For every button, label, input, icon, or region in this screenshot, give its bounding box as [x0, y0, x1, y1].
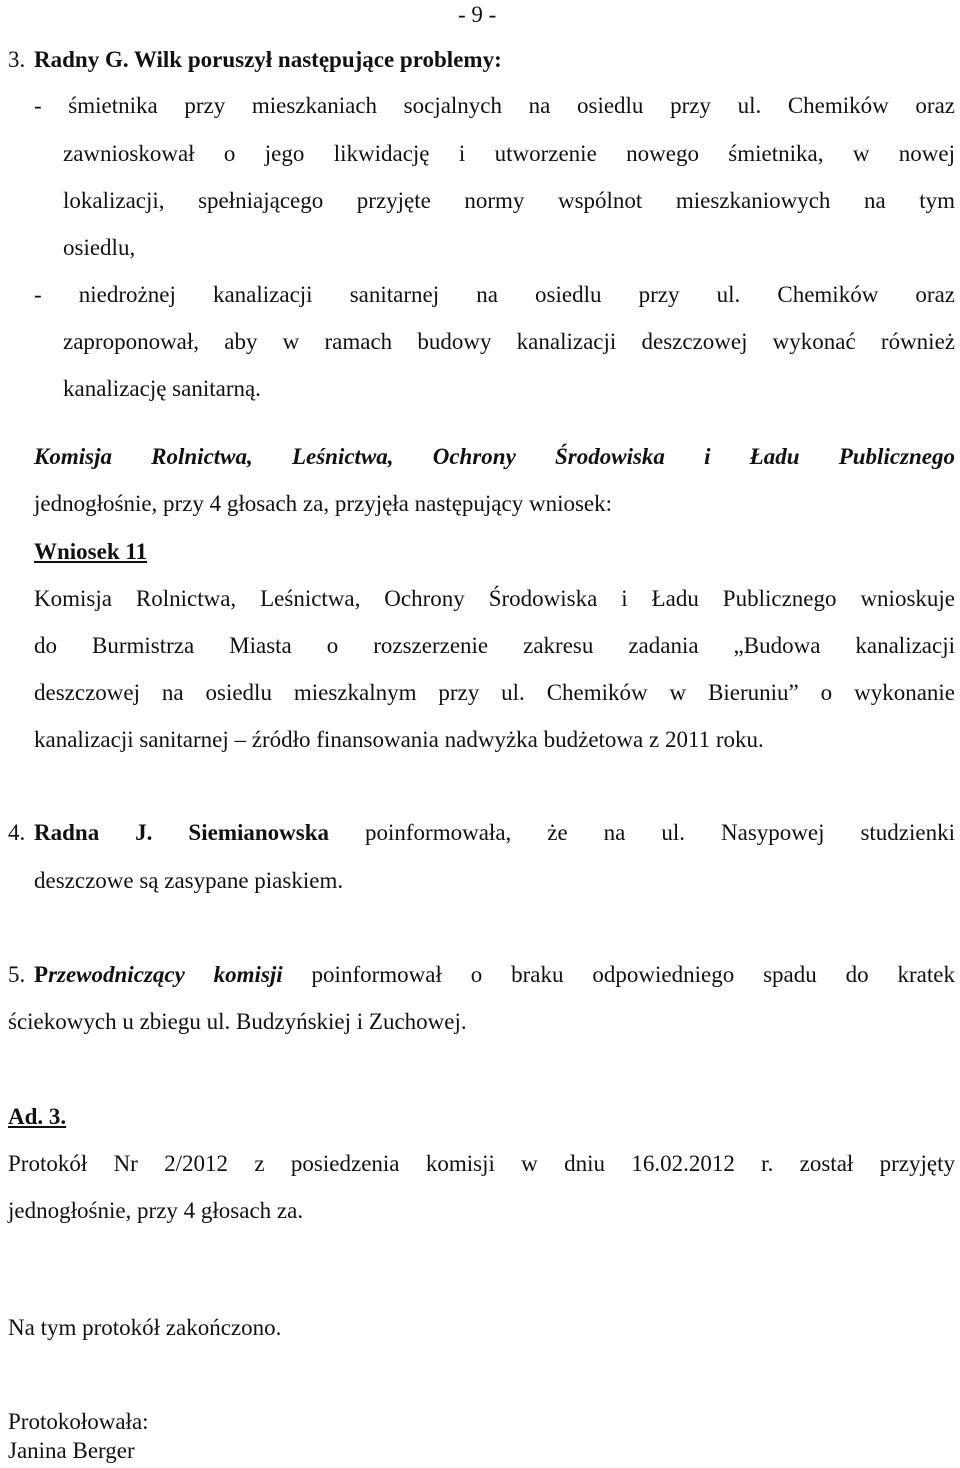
motion-line-4: kanalizacji sanitarnej – źródło finansowania nadwyżka budżetowa z 2011 roku. — [34, 727, 764, 752]
motion-line-3: deszczowej na osiedlu mieszkalnym przy ul. Chemików w Bieruniu” o wykonanie — [34, 680, 955, 705]
closing-statement: Na tym protokół zakończono. — [8, 1315, 282, 1340]
item-5-line-1 — [34, 960, 955, 990]
item-4-speaker: Radna J. Siemianowska — [34, 820, 330, 845]
item-3-bullet-2-line-2: zaproponował, aby w ramach budowy kanalizacji deszczowej wykonać również — [63, 329, 955, 354]
item-4-number: 4. — [8, 820, 26, 845]
item-5-text: poinformował o braku odpowiedniego spadu do kratek — [282, 962, 955, 987]
commission-decision-line-2: jednogłośnie, przy 4 głosach za, przyjęła następujący wniosek: — [34, 491, 613, 516]
item-3-bullet-1-line-3: lokalizacji, spełniającego przyjęte normy wspólnot mieszkaniowych na tym — [63, 188, 955, 213]
item-3-bullet-1-line-1: - śmietnika przy mieszkaniach socjalnych na osiedlu przy ul. Chemików oraz — [34, 93, 955, 118]
motion-line-1: Komisja Rolnictwa, Leśnictwa, Ochrony Środowiska i Ładu Publicznego wnioskuje — [34, 586, 955, 611]
ad3-line-2: jednogłośnie, przy 4 głosach za. — [8, 1198, 304, 1223]
signature-name: Janina Berger — [8, 1438, 135, 1463]
item-5-speaker: rzewodniczący komisji — [48, 962, 283, 987]
motion-title: Wniosek 11 — [34, 539, 148, 564]
commission-decision-line-1: Komisja Rolnictwa, Leśnictwa, Ochrony Środowiska i Ładu Publicznego — [34, 444, 955, 469]
item-3-heading: Radny G. Wilk poruszył następujące problemy: — [34, 47, 502, 72]
item-3-number: 3. — [8, 47, 26, 72]
item-4-line-2: deszczowe są zasypane piaskiem. — [34, 868, 344, 893]
page-number: - 9 - — [458, 2, 497, 27]
ad3-title: Ad. 3. — [8, 1104, 67, 1129]
item-3-bullet-2-line-3: kanalizację sanitarną. — [63, 376, 261, 401]
ad3-line-1: Protokół Nr 2/2012 z posiedzenia komisji w dniu 16.02.2012 r. został przyjęty — [8, 1151, 955, 1176]
item-4-text: poinformowała, że na ul. Nasypowej studzienki — [329, 820, 956, 845]
item-5-line-2: ściekowych u zbiegu ul. Budzyńskiej i Zuchowej. — [8, 1009, 467, 1034]
item-5-number: 5. — [8, 962, 26, 987]
signature-label: Protokołowała: — [8, 1409, 149, 1434]
item-5-speaker-initial: P — [34, 962, 49, 987]
item-3-bullet-1-line-2: zawnioskował o jego likwidację i utworzenie nowego śmietnika, w nowej — [63, 141, 955, 166]
item-3-bullet-2-line-1: - niedrożnej kanalizacji sanitarnej na osiedlu przy ul. Chemików oraz — [34, 282, 955, 307]
item-4-line-1 — [34, 818, 955, 848]
item-3-bullet-1-line-4: osiedlu, — [63, 235, 136, 260]
motion-line-2: do Burmistrza Miasta o rozszerzenie zakresu zadania „Budowa kanalizacji — [34, 633, 955, 658]
